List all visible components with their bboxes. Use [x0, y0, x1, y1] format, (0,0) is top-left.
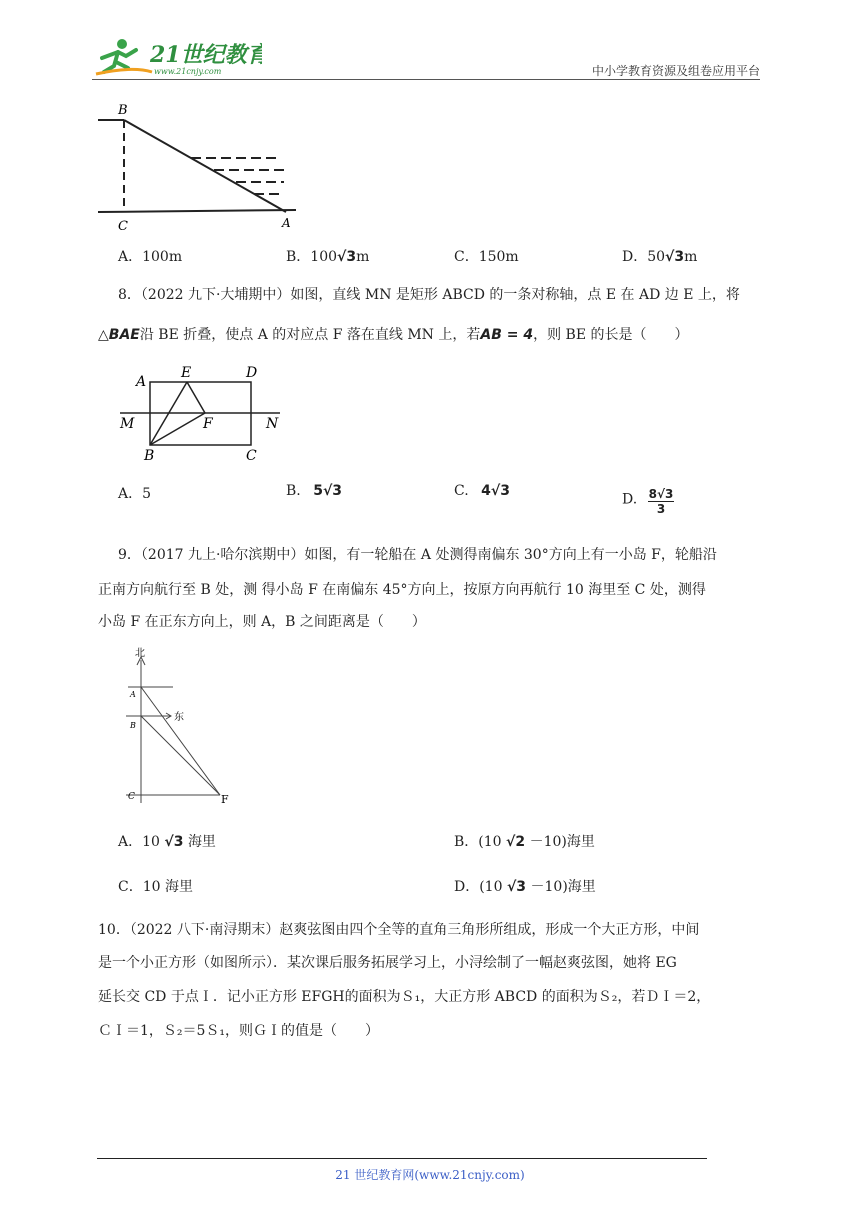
footer-link[interactable]: 21 世纪教育网(www.21cnjy.com): [335, 1168, 525, 1182]
svg-text:B: B: [144, 448, 155, 464]
svg-text:E: E: [181, 365, 192, 381]
svg-text:A: A: [282, 216, 291, 230]
q8-option-b[interactable]: [286, 483, 342, 499]
q9-figure: [118, 645, 248, 811]
svg-text:C: C: [128, 792, 135, 802]
q8-option-d-label: D.: [622, 491, 638, 508]
q7-option-d-suffix: m: [684, 249, 698, 265]
svg-text:A: A: [130, 690, 136, 699]
svg-text:C: C: [246, 448, 257, 464]
q7-option-b-suffix: m: [356, 249, 370, 265]
q10-line4: ＣＩ＝1，Ｓ₂＝5Ｓ₁，则ＧＩ的值是（ ）: [98, 1023, 380, 1039]
q9-option-d-sqrt: √3: [506, 879, 527, 895]
svg-text:B: B: [130, 721, 136, 730]
q7-option-c[interactable]: C．150m: [454, 249, 519, 265]
header-divider: [92, 79, 760, 80]
q8-option-c[interactable]: [454, 483, 510, 499]
q8-ab-equation: AB = 4: [480, 327, 534, 343]
q8-option-d-fraction: [648, 487, 675, 516]
site-logo: [92, 36, 262, 78]
q7-option-b-prefix: B．100: [286, 249, 338, 265]
q8-option-a[interactable]: A．5: [118, 486, 152, 502]
q9-line2: 正南方向航行至 B 处，测 得小岛 F 在南偏东 45°方向上，按原方向再航行 10 海里至 C 处，测得: [98, 582, 706, 598]
q8-line2-text-a: 沿 BE 折叠，使点 A 的对应点 F 落在直线 MN 上，若: [139, 327, 481, 343]
q10-line3: 延长交 CD 于点Ｉ．记小正方形 EFGH的面积为Ｓ₁，大正方形 ABCD 的面积为Ｓ₂，若ＤＩ＝2，: [98, 989, 711, 1005]
q7-option-b[interactable]: [286, 246, 369, 266]
q8-option-d-numerator: 8√3: [648, 487, 674, 501]
q8-line1: 8．（2022 九下·大埔期中）如图，直线 MN 是矩形 ABCD 的一条对称轴，点 E 在 AD 边 E 上，将: [118, 287, 740, 303]
q9-option-d[interactable]: [454, 876, 596, 896]
q8-figure: [115, 362, 295, 468]
q7-option-d-prefix: D．50: [622, 249, 666, 265]
q9-option-d-suffix: －10)海里: [530, 879, 596, 895]
q7-option-d[interactable]: [622, 246, 697, 266]
svg-text:东: 东: [174, 712, 184, 723]
svg-text:A: A: [136, 374, 147, 390]
q10-line2: 是一个小正方形（如图所示）．某次课后服务拓展学习上，小浔绘制了一幅赵爽弦图，她将 EG: [98, 955, 677, 971]
q9-line1: 9．（2017 九上·哈尔滨期中）如图，有一轮船在 A 处测得南偏东 30°方向上有一小岛 F，轮船沿: [118, 547, 717, 563]
svg-text:F: F: [203, 416, 213, 432]
footer-divider: [97, 1158, 707, 1159]
svg-text:M: M: [120, 416, 135, 432]
q8-triangle-bae: △BAE: [98, 327, 140, 343]
q7-option-d-sqrt: √3: [665, 249, 685, 265]
svg-text:北: 北: [135, 648, 145, 659]
q7-option-b-sqrt: √3: [337, 249, 357, 265]
svg-text:www.21cnjy.com: www.21cnjy.com: [154, 67, 222, 76]
q8-option-b-value: 5√3: [313, 483, 343, 499]
svg-text:N: N: [266, 416, 279, 432]
q9-option-a[interactable]: [118, 831, 216, 851]
q8-option-d-denominator: 3: [656, 502, 666, 516]
svg-text:C: C: [118, 219, 128, 234]
q8-line2-text-b: ，则 BE 的长是（ ）: [533, 327, 689, 343]
svg-text:D: D: [246, 365, 258, 381]
q9-option-a-prefix: A．10: [118, 834, 160, 850]
svg-text:21世纪教育: 21世纪教育: [150, 42, 262, 68]
svg-text:F: F: [221, 793, 229, 806]
svg-text:B: B: [118, 103, 128, 118]
header-platform-text: 中小学教育资源及组卷应用平台: [591, 64, 760, 78]
q10-line1: 10．（2022 八下·南浔期末）赵爽弦图由四个全等的直角三角形所组成，形成一个大正方形，中间: [98, 922, 700, 938]
q9-option-b[interactable]: [454, 831, 595, 851]
q8-option-c-value: 4√3: [481, 483, 510, 499]
q9-option-b-suffix: －10)海里: [529, 834, 595, 850]
q9-option-b-prefix: B．(10: [454, 834, 502, 850]
q7-figure: [96, 100, 306, 239]
q9-option-b-sqrt: √2: [506, 834, 526, 850]
q8-option-b-label: B.: [286, 483, 301, 499]
q8-line2: [98, 318, 768, 353]
q9-option-a-suffix: 海里: [187, 834, 216, 850]
q8-option-d[interactable]: [622, 483, 674, 516]
q9-option-c[interactable]: C．10 海里: [118, 879, 193, 895]
q7-option-a[interactable]: A．100m: [118, 249, 183, 265]
q8-option-c-label: C.: [454, 483, 469, 499]
q9-option-d-prefix: D．(10: [454, 879, 503, 895]
q9-option-a-sqrt: √3: [164, 834, 184, 850]
q9-line3: 小岛 F 在正东方向上，则 A，B 之间距离是（ ）: [98, 614, 426, 630]
runner-logo-icon: [92, 36, 262, 78]
